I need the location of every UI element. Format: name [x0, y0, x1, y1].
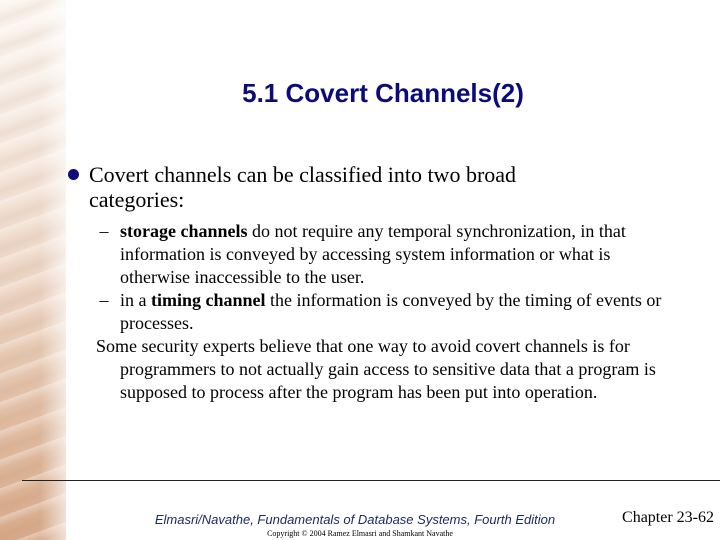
sub-bullet-list [68, 220, 668, 335]
timing-channel-term: timing channel [151, 290, 266, 310]
slide-title: 5.1 Covert Channels(2) [242, 78, 524, 108]
copyright-notice: Copyright © 2004 Ramez Elmasri and Shamkant Navathe [267, 529, 453, 538]
main-bullet [68, 162, 668, 212]
security-experts-paragraph: Some security experts believe that one way to avoid covert channels is for programmers to not actually gain access to sensitive data that a program is supposed to process after the program has been put into operation. [96, 336, 656, 402]
chapter-number: Chapter 23-62 [622, 509, 714, 526]
storage-channels-text: do not require any temporal synchronization, in that information is conveyed by accessing system information or what is otherwise inaccessible to the user. [120, 221, 626, 287]
timing-channel-prefix: in a [120, 290, 151, 310]
slide-content [68, 162, 668, 404]
main-bullet-line1: Covert channels can be classified into two broad [89, 162, 517, 187]
main-bullet-line2: categories: [89, 187, 185, 212]
bullet-dot-icon [68, 169, 79, 180]
sub-item-storage-channels [68, 220, 668, 289]
dash-icon: – [99, 290, 109, 310]
footer-credit: Elmasri/Navathe, Fundamentals of Database Systems, Fourth Edition [154, 512, 556, 527]
sub-item-timing-channel [68, 289, 668, 335]
timing-channel-text: the information is conveyed by the timing of events or processes. [120, 290, 662, 333]
storage-channels-term: storage channels [120, 221, 248, 241]
footer-divider [22, 480, 720, 481]
dash-icon: – [99, 221, 109, 241]
